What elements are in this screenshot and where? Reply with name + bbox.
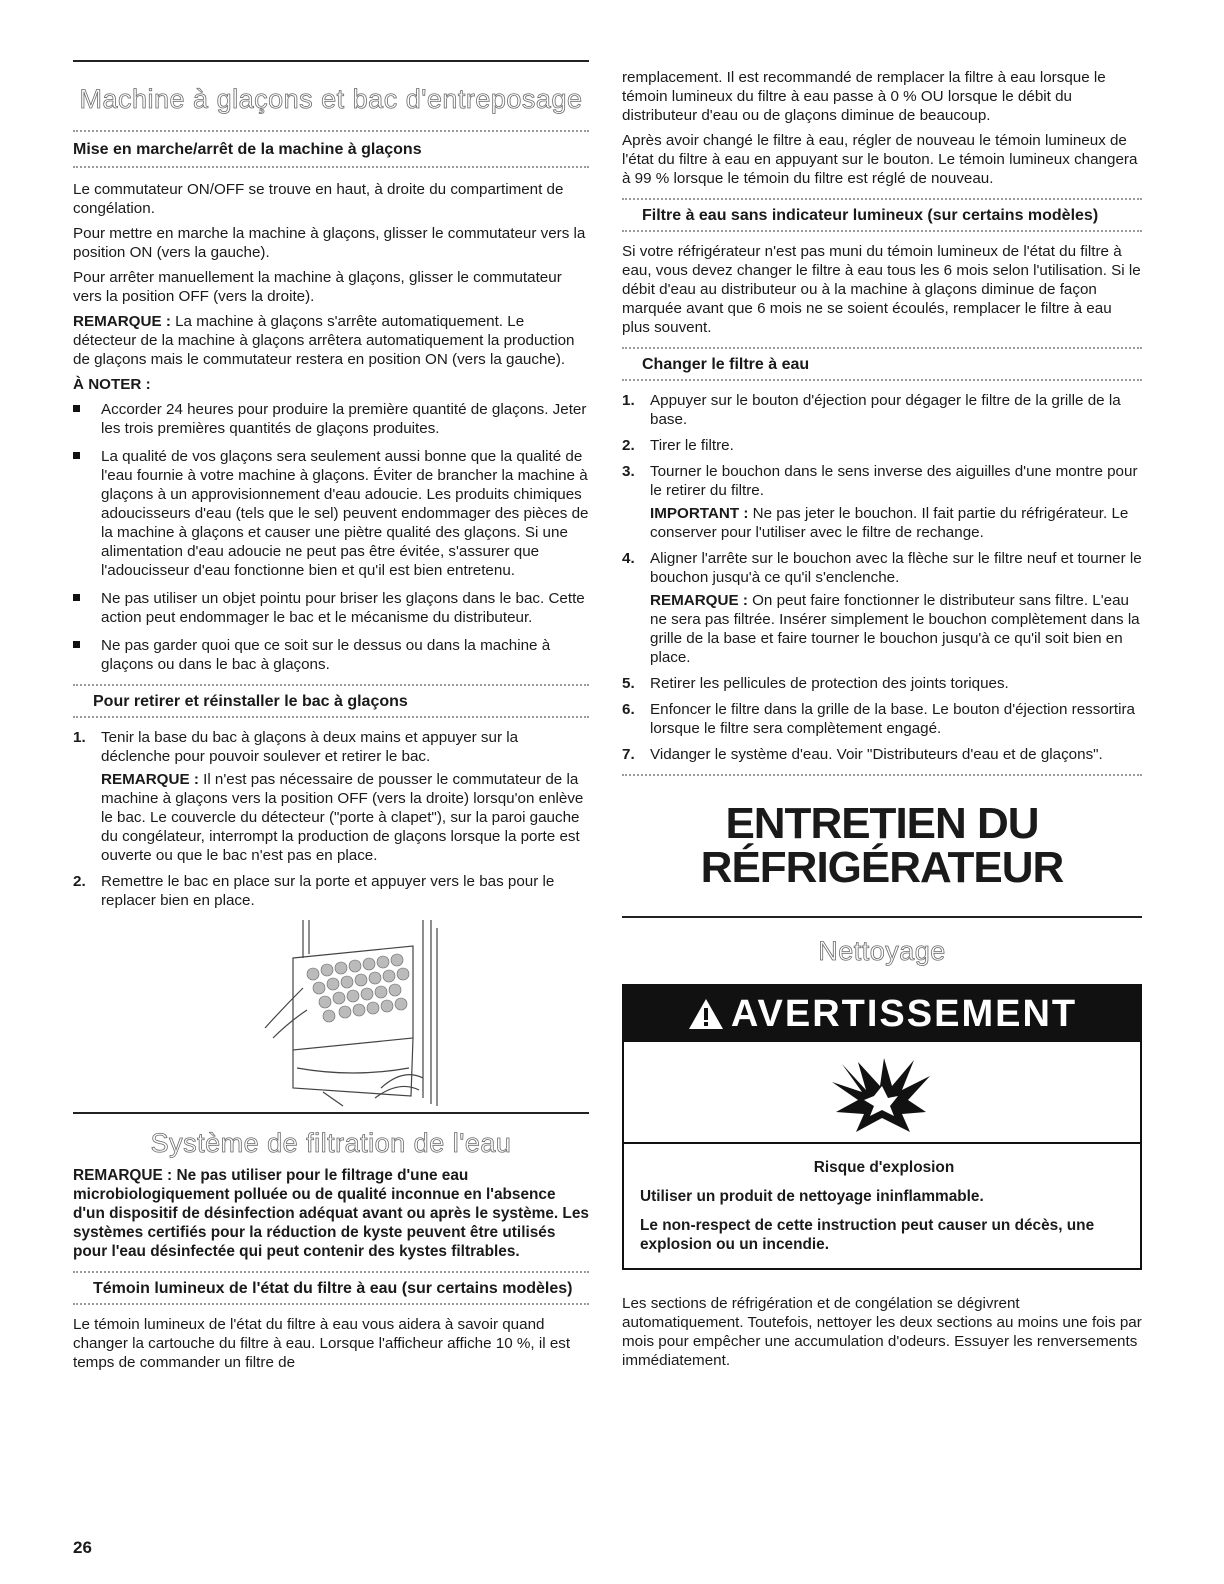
bullet-icon — [73, 641, 80, 648]
step-text: Tourner le bouchon dans le sens inverse des aiguilles d'une montre pour le retirer du filtre. — [650, 463, 1138, 499]
heading-bin-wrap — [73, 684, 589, 718]
step-note — [101, 770, 589, 865]
bullet-icon — [73, 594, 80, 601]
heading-status-wrap — [73, 1271, 589, 1305]
step-note — [650, 591, 1142, 667]
step-text: Tenir la base du bac à glaçons à deux mains et appuyer sur la déclenche pour pouvoir soulever et retirer le bac. — [101, 729, 519, 765]
heading-change: Changer le filtre à eau — [642, 356, 810, 373]
list-item — [73, 589, 589, 627]
filtration-warning: REMARQUE : Ne pas utiliser pour le filtrage d'une eau microbiologiquement polluée ou de qualité inconnue en l'absence d'un dispositif de désinfection adéquat avant ou après le système. Les systèmes certifiés pour la réduction de kyste peuvent être utilisés pour l'eau désinfectée qui peut contenir des kystes filtrables. — [73, 1167, 589, 1260]
step-number: 4. — [622, 550, 635, 567]
step-text: Enfoncer le filtre dans la grille de la base. Le bouton d'éjection ressortira lorsque le filtre sera complètement engagé. — [650, 701, 1135, 737]
heading-status: Témoin lumineux de l'état du filtre à eau (sur certains modèles) — [93, 1280, 573, 1297]
step-item — [622, 462, 1142, 542]
heading-onoff: Mise en marche/arrêt de la machine à glaçons — [73, 141, 422, 158]
note-text: On peut faire fonctionner le distributeur sans filtre. L'eau ne sera pas filtrée. Insérer simplement le bouchon complètement dans la grille de la base et faire tourner le bouchon jusqu'à ce qu'il soit bien en place. — [650, 592, 1140, 666]
note-label: REMARQUE : — [650, 592, 748, 609]
paragraph: Si votre réfrigérateur n'est pas muni du témoin lumineux de l'état du filtre à eau, vous devez changer le filtre à eau tous les 6 mois selon l'utilisation. Si le débit d'eau au distributeur ou à la machine à glaçons diminue de façon marquée avant que 6 mois ne se soient écoulés, remplacer le filtre à eau plus souvent. — [622, 243, 1141, 336]
heading-bin: Pour retirer et réinstaller le bac à glaçons — [93, 693, 408, 710]
note-label: IMPORTANT : — [650, 505, 749, 522]
paragraph: Les sections de réfrigération et de congélation se dégivrent automatiquement. Toutefois, nettoyer les deux sections au moins une fois par mois pour empêcher une accumulation d'odeurs. Essuyer les renversements immédiatement. — [622, 1295, 1142, 1369]
divider — [73, 166, 589, 170]
heading-change-wrap — [622, 347, 1142, 381]
section-title-cleaning: Nettoyage — [622, 916, 1142, 976]
step-item — [622, 674, 1142, 693]
step-text: Aligner l'arrête sur le bouchon avec la flèche sur le filtre neuf et tourner le bouchon jusqu'à ce qu'il s'enclenche. — [650, 550, 1142, 586]
divider — [73, 130, 589, 134]
bullet-icon — [73, 405, 80, 412]
list-item — [73, 636, 589, 674]
heading-noind: Filtre à eau sans indicateur lumineux (sur certains modèles) — [642, 207, 1099, 224]
list-item-text: Ne pas garder quoi que ce soit sur le dessus ou dans la machine à glaçons ou dans le bac à glaçons. — [101, 637, 551, 673]
step-item — [622, 436, 1142, 455]
paragraph: remplacement. Il est recommandé de remplacer la filtre à eau lorsque le témoin lumineux du filtre à eau passe à 0 % OU lorsque le débit du distributeur d'eau ou de glaçons diminue de beaucoup. — [622, 69, 1106, 124]
note-paragraph — [73, 312, 589, 369]
chapter-title-line-1: ENTRETIEN DU — [725, 799, 1039, 848]
step-number: 1. — [73, 729, 86, 746]
note-text: Il n'est pas nécessaire de pousser le commutateur de la machine à glaçons vers la position OFF (vers la droite) lorsqu'on enlève le bac. Le couvercle du détecteur ("porte à clapet"), sur la paroi gauche du congélateur, interrompt la production de glaçons lorsque la porte est ouverte ou que le bac n'est pas en place. — [101, 771, 584, 864]
warning-line: Utiliser un produit de nettoyage ininflammable. — [640, 1188, 984, 1205]
list-item-text: La qualité de vos glaçons sera seulement aussi bonne que la qualité de l'eau fournie à votre machine à glaçons. Éviter de brancher la machine à glaçons à un approvisionnement d'eau adoucie. Les produits chimiques adoucisseurs d'eau (tels que le sel) peuvent endommager des pièces de la machine à glaçons et causer une piètre qualité des glaçons. Si une alimentation d'eau adoucie ne peut pas être évitée, s'assurer que l'adoucisseur d'eau fonctionne bien et qu'il est bien entretenu. — [101, 448, 589, 579]
explosion-icon — [822, 1056, 942, 1136]
bullet-icon — [73, 452, 80, 459]
step-number: 7. — [622, 746, 635, 763]
note-label: REMARQUE : — [101, 771, 199, 788]
step-item — [622, 391, 1142, 429]
step-number: 2. — [622, 437, 635, 454]
bin-steps — [73, 728, 589, 910]
warning-header-text: AVERTISSEMENT — [730, 993, 1078, 1035]
paragraph: Le témoin lumineux de l'état du filtre à eau vous aidera à savoir quand changer la cartouche du filtre à eau. Lorsque l'afficheur affiche 10 %, il est temps de commander un filtre de — [73, 1316, 571, 1371]
chapter-title-line-2: RÉFRIGÉRATEUR — [700, 843, 1064, 892]
step-number: 6. — [622, 701, 635, 718]
step-item — [73, 872, 589, 910]
warning-line: Le non-respect de cette instruction peut causer un décès, une explosion ou un incendie. — [640, 1217, 1095, 1253]
step-note — [650, 504, 1142, 542]
heading-noind-wrap — [622, 198, 1142, 232]
list-item-text: Accorder 24 heures pour produire la première quantité de glaçons. Jeter les trois premières quantités de glaçons produites. — [101, 401, 587, 437]
change-steps — [622, 391, 1142, 764]
note-label: REMARQUE : — [73, 313, 171, 330]
step-number: 3. — [622, 463, 635, 480]
paragraph: Le commutateur ON/OFF se trouve en haut, à droite du compartiment de congélation. — [73, 181, 564, 217]
paragraph: Pour mettre en marche la machine à glaçons, glisser le commutateur vers la position ON (vers la gauche). — [73, 225, 586, 261]
a-noter-label: À NOTER : — [73, 376, 151, 393]
warning-triangle-icon — [687, 997, 725, 1031]
divider — [622, 774, 1142, 778]
paragraph: Pour arrêter manuellement la machine à glaçons, glisser le commutateur vers la position OFF (vers la droite). — [73, 269, 562, 305]
warning-header — [624, 986, 1140, 1042]
chapter-title — [622, 799, 1142, 892]
step-text: Vidanger le système d'eau. Voir "Distributeurs d'eau et de glaçons". — [650, 746, 1103, 763]
step-number: 5. — [622, 675, 635, 692]
tips-list — [73, 400, 589, 674]
step-number: 2. — [73, 873, 86, 890]
step-number: 1. — [622, 392, 635, 409]
note-text: La machine à glaçons s'arrête automatiquement. Le détecteur de la machine à glaçons arrêtera automatiquement la production de glaçons mais le commutateur restera en position ON (vers la gauche). — [73, 313, 575, 368]
warning-body — [624, 1144, 1140, 1268]
step-item — [622, 700, 1142, 738]
left-column — [73, 60, 589, 1378]
right-column — [622, 68, 1142, 1376]
step-text: Retirer les pellicules de protection des joints toriques. — [650, 675, 1009, 692]
step-text: Tirer le filtre. — [650, 437, 734, 454]
section-title-filtration: Système de filtration de l'eau — [73, 1112, 589, 1166]
ice-bin-illustration — [263, 918, 463, 1108]
step-item — [73, 728, 589, 865]
warning-box — [622, 984, 1142, 1270]
list-item — [73, 447, 589, 580]
paragraph: Après avoir changé le filtre à eau, régler de nouveau le témoin lumineux de l'état du filtre à eau en appuyant sur le bouton. Le témoin lumineux changera à 99 % lorsque le témoin du filtre est réglé de nouveau. — [622, 132, 1138, 187]
warning-risk: Risque d'explosion — [813, 1159, 955, 1176]
step-item — [622, 549, 1142, 667]
page-number: 26 — [73, 1538, 92, 1557]
list-item — [73, 400, 589, 438]
list-item-text: Ne pas utiliser un objet pointu pour briser les glaçons dans le bac. Cette action peut endommager le bac et le mécanisme du distributeur. — [101, 590, 585, 626]
step-text: Remettre le bac en place sur la porte et appuyer vers le bas pour le replacer bien en place. — [101, 873, 555, 909]
note-text: Ne pas jeter le bouchon. Il fait partie du réfrigérateur. Le conserver pour l'utiliser avec le filtre de rechange. — [650, 505, 1129, 541]
step-text: Appuyer sur le bouton d'éjection pour dégager le filtre de la grille de la base. — [650, 392, 1121, 428]
section-title-icemaker: Machine à glaçons et bac d'entreposage — [73, 60, 589, 126]
step-item — [622, 745, 1142, 764]
